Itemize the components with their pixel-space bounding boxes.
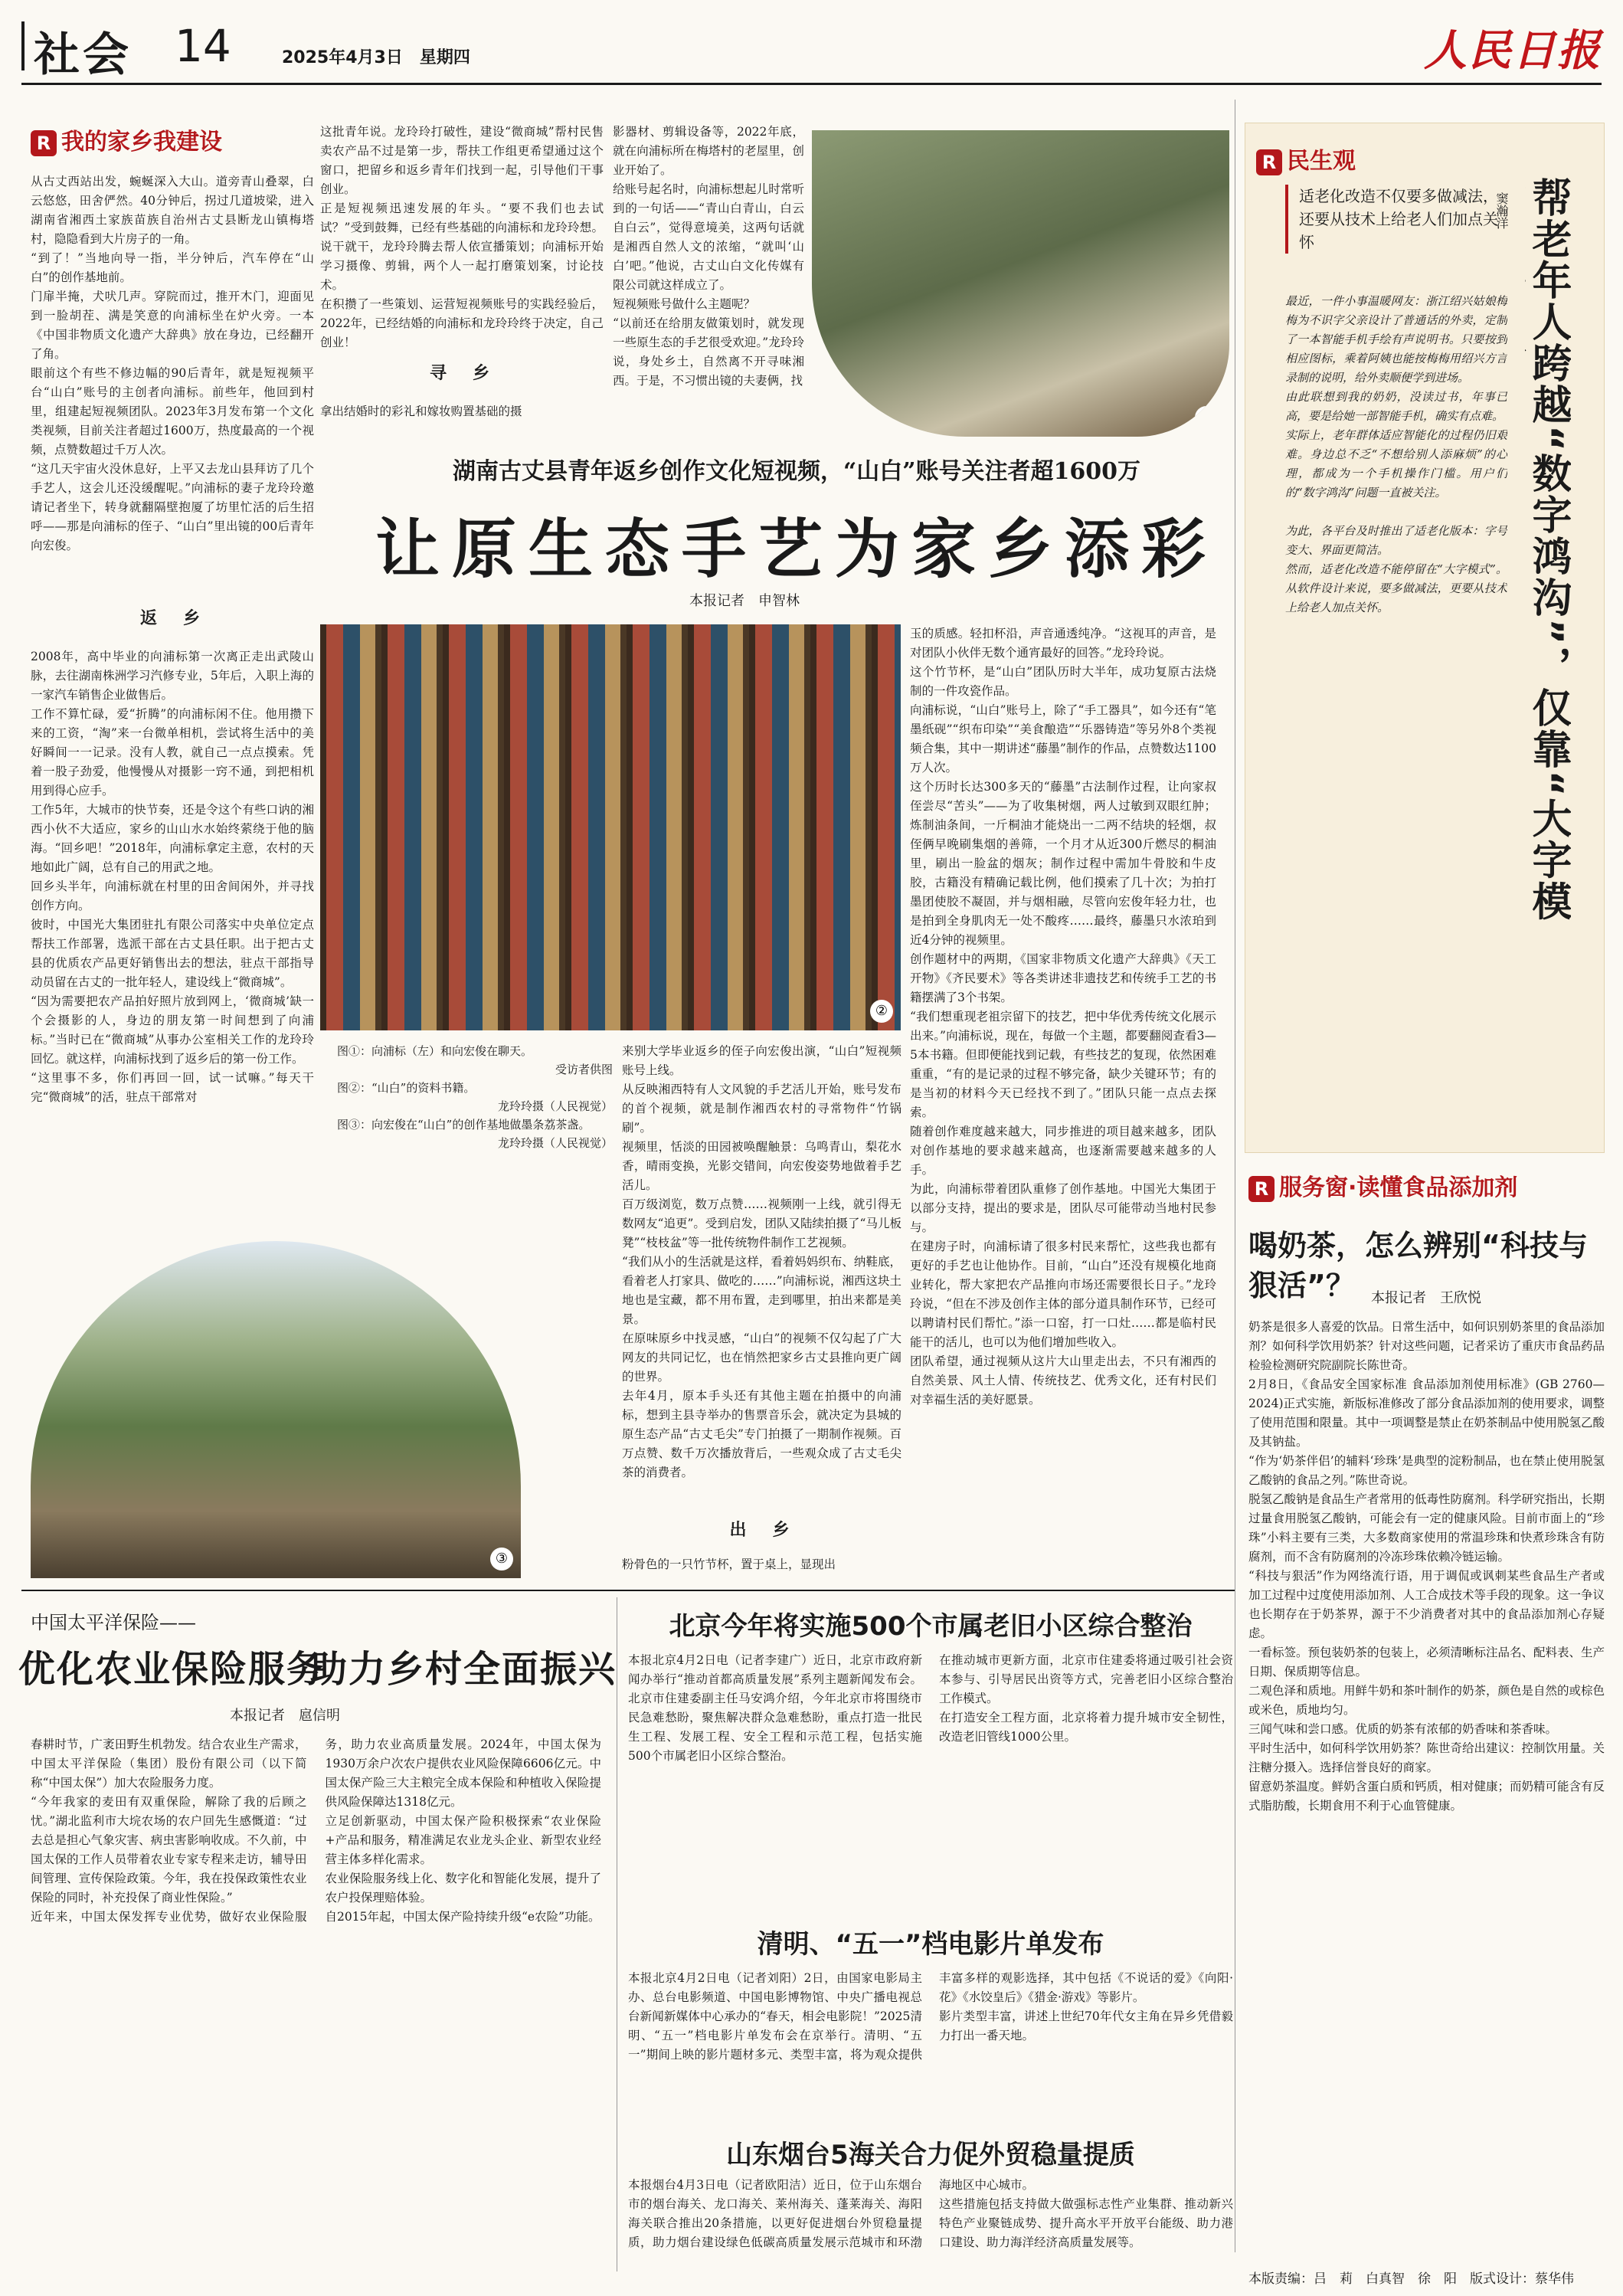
opinion-headline: 帮老年人跨越“数字鸿沟”，仅靠“大字模 <box>1525 177 1571 922</box>
lead-col4b: 粉骨色的一只竹节杯，置于桌上，显现出 <box>622 1557 836 1571</box>
service-headline: 喝奶茶，怎么辨别“科技与狠活”？ <box>1248 1229 1588 1302</box>
service-body: 奶茶是很多人喜爱的饮品。日常生活中，如何识别奶茶里的食品添加剂？如何科学饮用奶茶？针对这些问题，记者采访了重庆市食品药品检验检测研究院副院长陈世奇。 2月8日，《食品安全国家标准 食品添加剂使用标准》(GB 2760—2024)正式实施，新版标准修改了部分食品添加剂的使用要求，调整了使用范围和限量。其中一项调整是禁止在奶茶制品中使用脱氢乙酸及其钠盐。 “作为‘奶茶伴侣’的辅料‘珍珠’是典型的淀粉制品，也在禁止使用脱氢乙酸钠的食品之列。”陈世奇说。 脱氢乙酸钠是食品生产者常用的低毒性防腐剂。科学研究指出，长期过量食用脱氢乙酸钠，可能会有一定的健康风险。目前市面上的“珍珠”小料主要有三类，大多数商家使用的常温珍珠和快煮珍珠含有防腐剂，而不含有防腐剂的冷冻珍珠依赖冷链运输。 “科技与狠活”作为网络流行语，用于调侃或讽刺某些食品生产者或加工过程中过度使用添加剂、人工合成技术等手段的现象。这一争议也长期存在于奶茶界，源于不少消费者对其中的食品添加剂心存疑虑。 一看标签。预包装奶茶的包装上，必须清晰标注品名、配料表、生产日期、保质期等信息。 二观色泽和质地。用鲜牛奶和茶叶制作的奶茶，颜色是自然的或棕色或米色，质地均匀。 三闻气味和尝口感。优质的奶茶有浓郁的奶香味和茶香味。 平时生活中，如何科学饮用奶茶？陈世奇给出建议：控制饮用量。关注糖分摄入。选择信誉良好的商家。 留意奶茶温度。鲜奶含蛋白质和钙质，相对健康；而奶精可能含有反式脂肪酸，长期食用不利于心血管健康。 <box>1248 1320 1605 1813</box>
service-column <box>1248 1168 1517 1202</box>
insurance-body: 春耕时节，广袤田野生机勃发。结合农业生产需求，中国太平洋保险（集团）股份有限公司（以下简称“中国太保”）加大农险服务力度。 “今年我家的麦田有双重保险，解除了我的后顾之忧。”湖北监利市大垸农场的农户回先生感慨道：“过去总是担心气象灾害、病虫害影响收成。不久前，中国太保的工作人员带着农业专家专程来走访，辅导田间管理、宣传保险政策。今年，我在投保政策性农业保险的同时，补充投保了商业性保险。” 近年来，中国太保发挥专业优势，做好农业保险服务，助力农业高质量发展。2024年，中国太保为1930万余户次农户提供农业风险保障6606亿元。中国太保产险三大主粮完全成本保险和种植收入保险提供风险保障达1318亿元。 立足创新驱动，中国太保产险积极探索“农业保险+产品和服务，精准满足农业龙头企业、新型农业经营主体多样化需求。 农业保险服务线上化、数字化和智能化发展，提升了农户投保理赔体验。 自2015年起，中国太保产险持续升级“e农险”功能。 <box>31 1738 601 1924</box>
lead-kicker: 湖南古丈县青年返乡创作文化短视频，“山白”账号关注者超1600万 <box>452 458 1140 485</box>
photo-artisans-chatting <box>812 130 1229 437</box>
photo-badge-3: ③ <box>490 1548 513 1571</box>
port-body: 本报烟台4月3日电（记者欧阳洁）近日，位于山东烟台市的烟台海关、龙口海关、莱州海关、蓬莱海关、海阳海关联合推出20条措施，以更好促进烟台外贸稳量提质，助力烟台建设绿色低碳高质量发展示范城市和环渤海地区中心城市。 这些措施包括支持做大做强标志性产业集群、推动新兴特色产业聚链成势、提升高水平开放平台能级、助力港口建设、助力海洋经济高质量发展等。 <box>628 2178 1233 2249</box>
caption-1: 图①：向浦标（左）和向宏俊在聊天。 <box>337 1044 533 1058</box>
page-header <box>21 17 1602 82</box>
r-badge-icon: R <box>1248 1176 1275 1202</box>
service-byline: 本报记者 王欣悦 <box>1371 1290 1481 1306</box>
lead-col5: 玉的质感。轻扣杯沿，声音通透纯净。“这视耳的声音，是对团队小伙伴无数个通宵最好的回答。”龙玲玲说。 这个竹节杯，是“山白”团队历时大半年，成功复原古法烧制的一件攻瓷作品。 向浦标说，“山白”账号上，除了“手工器具”，如今还有“笔墨纸砚”“织布印染”“美食酿造”“乐器铸造”等另外8个类视频合集，其中一期讲述“藤墨”制作的作品，点赞数达1100万人次。 这个历时长达300多天的“藤墨”古法制作过程，让向家叔侄尝尽“苦头”——为了收集树烟，两人过敏到双眼红肿；炼制油条间，一斤桐油才能烧出一二两不结块的轻烟，叔侄俩早晚刷集烟的善筛，一个月才从近300斤燃尽的桐油里，刷出一脸盆的烟灰；制作过程中需加牛骨胶和牛皮胶，古籍没有精确记载比例，他们摸索了几十次；为拍打墨团使胶不凝固，并与烟相融，尽管向宏俊年轻力壮，也是拍到全身肌肉无一处不酸疼……最终，藤墨只水浓珀到近4分钟的视频里。 创作题材中的两期，《国家非物质文化遗产大辞典》《天工开物》《齐民要术》等各类讲述非遗技艺和传统手工艺的书籍摆满了3个书架。 “我们想重现老祖宗留下的技艺，把中华优秀传统文化展示出来。”向浦标说，现在，每做一个主题，都要翻阅查看3—5本书籍。但即便能找到记载，有些技艺的复现，依然困难重重，“有的是记录的过程不够完备，缺少关键环节；有的是当初的材料今天已经找不到了。”团队只能一点点去探索。 随着创作难度越来越大，同步推进的项目越来越多，团队对创作基地的要求越来越高，也逐渐需要越来越多的人手。 为此，向浦标带着团队重修了创作基地。中国光大集团于以部分支持，提出的要求是，团队尽可能带动当地村民参与。 在建房子时，向浦标请了很多村民来帮忙，这些我也都有更好的手艺也让他协作。目前，“山白”还没有规模化地商业转化，帮大家把农产品推向市场还需要很长日子。”龙玲玲说，“但在不涉及创作主体的部分道具制作环节，已经可以聘请村民们帮忙。”添一口窑，打一口灶……都是临村民能干的活儿，也可以为他们增加些收入。 团队希望，通过视频从这片大山里走出去，不只有湘西的自然美景、风土人情、传统技艺、优秀文化，还有村民们对幸福生活的美好愿景。 <box>910 627 1216 1407</box>
lead-col1b: 2008年，高中毕业的向浦标第一次离正走出武陵山脉，去往湖南株洲学习汽修专业，5年后，入职上海的一家汽车销售企业做售后。 工作不算忙碌，爱“折腾”的向浦标闲不住。他用攒下来的工资，“淘”来一台微单相机，尝试将生活中的美好瞬间一一记录。没有人教，就自己一点点摸索。凭着一股子劲爱，他慢慢从对摄影一窍不通，到把相机用到得心应手。 工作5年，大城市的快节奏，还是令这个有些口讷的湘西小伙不大适应，家乡的山山水水始终萦绕于他的脑海。“回乡吧！”2018年，向浦标拿定主意，农村的天地如此广阔，总有自己的用武之地。 回乡头半年，向浦标就在村里的田舍间闲外，并寻找创作方向。 彼时，中国光大集团驻扎有限公司落实中央单位定点帮扶工作部署，选派干部在古丈县任职。出于把古丈县的优质农产品更好销售出去的想法，驻点干部指导动员留在古丈的一批年轻人，建设线上“微商城”。 “因为需要把农产品拍好照片放到网上，‘微商城’缺一个会摄影的人，身边的朋友第一时间想到了向浦标。”当时已在“微商城”从事办公室相关工作的龙玲玲回忆。就这样，向浦标找到了返乡后的第一份工作。 “这里事不多，你们再回一回，试一试嘛。”每天干完“微商城”的活，驻点干部常对 <box>31 650 314 1104</box>
opinion-author: 窦瀚洋 <box>1494 192 1509 229</box>
bottom-divider <box>21 1590 1235 1591</box>
photo-bookshelves <box>320 624 901 1030</box>
service-column-title: 服务窗·读懂食品添加剂 <box>1279 1174 1518 1201</box>
opinion-summary: 适老化改造不仅要多做减法，还要从技术上给老人们加点关怀 <box>1285 185 1507 254</box>
subhead-return: 返 乡 <box>139 609 205 628</box>
insurance-kicker: 中国太平洋保险—— <box>31 1612 196 1633</box>
caption-3-credit: 龙玲玲摄（人民视觉） <box>497 1136 613 1150</box>
issue-date: 2025年4月3日 星期四 <box>282 48 470 67</box>
caption-2-credit: 龙玲玲摄（人民视觉） <box>497 1099 613 1113</box>
caption-2: 图②：“山白”的资料书籍。 <box>337 1081 476 1095</box>
insurance-headline-b: 助力乡村全面振兴 <box>310 1648 617 1691</box>
lead-headline: 让原生态手艺为家乡添彩 <box>375 512 1218 587</box>
masthead-logo: 人民日报 <box>1424 25 1602 76</box>
page-number: 14 <box>175 20 231 72</box>
film-headline: 清明、“五一”档电影片单发布 <box>757 1929 1104 1960</box>
opinion-column <box>1256 142 1356 175</box>
lead-byline: 本报记者 申智林 <box>689 593 800 609</box>
opinion-body: 最近，一件小事温暖网友：浙江绍兴姑娘梅梅为不识字父亲设计了普通话的外卖，定制了一本智能手机手绘有声说明书。只要按到相应图标，乘着阿姨也能按梅梅用绍兴方言录制的说明，给外卖顺便学到进场。 由此联想到我的奶奶，没读过书，年事已高，要是给她一部智能手机，确实有点难。 实际上，老年群体适应智能化的过程仍旧艰难。身边总不乏“不想给别人添麻烦”的心理，都成为一个手机操作门槛。用户们的“数字鸿沟”问题一直被关注。 为此，各平台及时推出了适老化版本：字号变大、界面更简洁。 然而，适老化改造不能停留在“大字模式”。从软件设计来说，要多做减法，更要从技术上给老人加点关怀。 <box>1285 294 1507 614</box>
r-badge-icon: R <box>31 130 57 156</box>
lead-col3: 影器材、剪辑设备等，2022年底，就在向浦标所在梅塔村的老屋里，创业开始了。 给账号起名时，向浦标想起儿时常听到的一句话——“青山白青山，白云自白云”，觉得意境美，这两句话就是湘西自然人文的浓缩，“就叫‘山白’吧。”他说，古丈山白文化传媒有限公司就这样成立了。 短视频账号做什么主题呢？ “以前还在给朋友做策划时，就发现一些原生态的手艺很受欢迎。”龙玲玲说，身处乡土，自然离不开寻味湘西。于是，不习惯出镜的夫妻俩，找 <box>613 125 804 388</box>
header-left-bar <box>21 21 25 70</box>
column-title: 我的家乡我建设 <box>61 129 222 156</box>
footer-editors: 本版责编：吕 莉 白真智 徐 阳 版式设计：蔡华伟 <box>1248 2271 1574 2287</box>
port-headline: 山东烟台5海关合力促外贸稳量提质 <box>726 2140 1135 2170</box>
header-rule <box>21 83 1602 85</box>
insurance-byline: 本报记者 扈信明 <box>230 1708 340 1724</box>
caption-1-credit: 受访者供图 <box>555 1063 613 1076</box>
captions-block <box>337 1042 613 1152</box>
caption-3: 图③：向宏俊在“山白”的创作基地做墨条荔茶盏。 <box>337 1118 591 1132</box>
lead-col2: 这批青年说。龙玲玲打破性，建设“微商城”帮村民售卖农产品不过是第一步，帮扶工作组更希望通过这个窗口，把留乡和返乡青年们找到一起，引导他们干事创业。 正是短视频迅速发展的年头。“要不我们也去试试？”受到鼓舞，已经有些基础的向浦标和龙玲玲想。说干就干，龙玲玲腾去帮人依宣播策划；向浦标开始学习摄像、剪辑，两个人一起打磨策划案，讨论技术。 在积攒了一些策划、运营短视频账号的实践经验后，2022年，已经结婚的向浦标和龙玲玲终于决定，自己创业！ <box>320 125 604 349</box>
renovation-headline: 北京今年将实施500个市属老旧小区综合整治 <box>669 1611 1193 1642</box>
lead-col2b: 拿出结婚时的彩礼和嫁妆购置基础的摄 <box>320 405 522 418</box>
r-badge-icon: R <box>1256 149 1282 175</box>
column-label-hometown <box>31 123 222 156</box>
renovation-body: 本报北京4月2日电（记者李建广）近日，北京市政府新闻办举行“推动首都高质量发展”系列主题新闻发布会。北京市住建委副主任马安鸿介绍，今年北京市将围绕市民急难愁盼，聚焦解决群众急难愁盼，重点打造一批民生工程、发展工程、安全工程和示范工程，包括实施500个市属老旧小区综合整治。 在推动城市更新方面，北京市住建委将通过吸引社会资本参与、引导居民出资等方式，完善老旧小区综合整治工作模式。 在打造安全工程方面，北京将着力提升城市安全韧性，改造老旧管线1000公里。 <box>628 1653 1233 1763</box>
film-body: 本报北京4月2日电（记者刘阳）2日，由国家电影局主办、总台电影频道、中国电影博物馆、中央广播电视总台新闻新媒体中心承办的“春天，相会电影院！”2025清明、“五一”档电影片单发布会在京举行。清明、“五一”期间上映的影片题材多元、类型丰富，将为观众提供丰富多样的观影选择，其中包括《不说话的爱》《向阳·花》《水饺皇后》《猎金·游戏》等影片。 影片类型丰富，讲述上世纪70年代女主角在异乡凭借毅力打出一番天地。 <box>628 1971 1233 2062</box>
lead-col1: 从古丈西站出发，蜿蜒深入大山。道旁青山叠翠，白云悠悠，田舍俨然。40分钟后，拐过几道坡梁，进入湖南省湘西土家族苗族自治州古丈县断龙山镇梅塔村，隐隐看到大片房子的一角。 “到了！”当地向导一指，半分钟后，汽车停在“山白”的创作基地前。 门扉半掩，犬吠几声。穿院而过，推开木门，迎面见到一脸胡茬、满是笑意的向浦标坐在炉火旁。一本《中国非物质文化遗产大辞典》放在身边，已经翻开了角。 眼前这个有些不修边幅的90后青年，就是短视频平台“山白”账号的主创者向浦标。前些年，他回到村里，组建起短视频团队。2023年3月发布第一个文化类视频，目前关注者超过1600万，热度最高的一个视频，点赞数超过千万人次。 “这几天宇宙火没休息好，上平又去龙山县拜访了几个手艺人，这会儿还没缓醒呢。”向浦标的妻子龙玲玲邀请记者坐下，转身就翻隔壁抱厦了坊里忙活的后生招呼——那是向浦标的侄子、“山白”里出镜的00后青年向宏俊。 <box>31 175 314 552</box>
subhead-out: 出 乡 <box>729 1521 794 1540</box>
photo-badge-1: ① <box>1195 406 1218 429</box>
section-name: 社会 <box>34 28 132 82</box>
opinion-box <box>1245 123 1605 1153</box>
subhead-seek: 寻 乡 <box>429 364 494 383</box>
photo-badge-2: ② <box>870 1000 893 1023</box>
lead-col4: 来别大学毕业返乡的侄子向宏俊出演，“山白”短视频账号上线。 从反映湘西特有人文风貌的手艺活儿开始，账号发布的首个视频，就是制作湘西农村的寻常物件“竹锅刷”。 视频里，恬淡的田园被唤醒触景：乌鸣青山，梨花水香，晴雨变换，光影交错间，向宏俊姿势地做着手艺活儿。 百万级浏览，数万点赞……视频刚一上线，就引得无数网友“追更”。受到启发，团队又陆续拍摄了“马儿板凳”“枝枝盆”等一批传统物件制作工艺视频。 “我们从小的生活就是这样，看着妈妈织布、纳鞋底，看着老人打家具、做吃的……”向浦标说，湘西这块土地也是宝藏，都不用布置，走到哪里，拍出来都是美景。 在原味原乡中找灵感，“山白”的视频不仅勾起了广大网友的共同记忆，也在悄然把家乡古丈县推向更广阔的世界。 去年4月，原本手头还有其他主题在拍摄中的向浦标，想到主县寺举办的售票音乐会，就决定为县城的原生态产品“古丈毛尖”专门拍摄了一期制作视频。百万点赞、数千万次播放背后，一些观众成了古丈毛尖茶的消费者。 <box>622 1044 901 1479</box>
insurance-headline-a: 优化农业保险服务 <box>18 1648 326 1691</box>
opinion-column-title: 民生观 <box>1287 148 1356 175</box>
